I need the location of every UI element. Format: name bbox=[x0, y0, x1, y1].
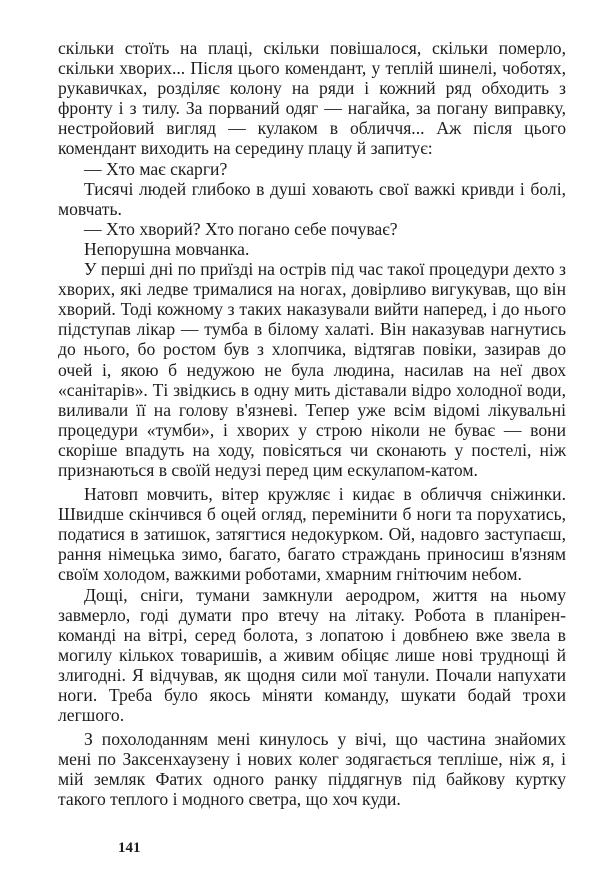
page-number: 141 bbox=[118, 840, 141, 856]
paragraph: Тисячі людей глибоко в душі ховають свої важкі кривди і болі, мовчать. bbox=[58, 178, 566, 219]
paragraph: Дощі, сніги, тумани замкнули аеродром, життя на ньому завмерло, годі думати про втечу на літаку. Робота в планірен-команді на вітрі, серед болота, з лопатою і довбнею вже звела в могилу кількох товаришів, а живим обіцяє лише нові труднощі й злигодні. Я відчував, як щодня сили мої танули. Почали напухати ноги. Треба було якось міняти команду, шукати бодай трохи легшого. bbox=[58, 584, 566, 726]
paragraph: — Хто має скарги? bbox=[84, 158, 228, 179]
paragraph: У перші дні по приїзді на острів під час такої процедури дехто з хворих, які ледве трималися на ногах, довірливо вигукував, що він хворий. Тоді кожному з таких наказували вийти наперед, і до нього підступав лікар — тумба в білому халаті. Він наказував нагнутись до нього, бо ростом був з хлопчика, відтягав повіки, зазирав до очей і, якою б недужою не була людина, насилав на неї двох «санітарів». Ті звідкись в одну мить діставали відро холодної води, виливали її на голову в'язневі. Тепер уже всім відомі лікувальні процедури «тумби», і хворих у строю ніколи не буває — вони скоріше впадуть на ходу, повісяться чи сконають у постелі, ніж признаються в своїй недузі перед цим ескулапом-катом. bbox=[58, 259, 566, 480]
page-text bbox=[58, 38, 566, 810]
paragraph: З похолоданням мені кинулось у вічі, що частина знайомих мені по Заксенхаузену і нових колег зодягається тепліше, ніж я, і мій земляк Фатих одного ранку піддягнув під байкову куртку такого теплого і модного светра, що хоч куди. bbox=[58, 729, 566, 810]
paragraph: Натовп мовчить, вітер кружляє і кидає в обличчя сніжинки. Швидше скінчився б оцей огляд, перемінити б ноги та порухатись, податися в затишок, затягтися недокурком. Ой, надовго заступаєш, рання німецька зимо, багато, багато страждань приносиш в'язням своїм холодом, важкими роботами, хмарним гнітючим небом. bbox=[58, 484, 566, 585]
paragraph: — Хто хворий? Хто погано себе почуває? bbox=[84, 218, 398, 239]
paragraph: скільки стоїть на плаці, скільки повішалося, скільки померло, скільки хворих... Після цього комендант, у теплій шинелі, чоботях, рукавичках, розділяє колону на ряди і кожний ряд обходить з фронту і з тилу. За порваний одяг — нагайка, за погану виправку, нестройовий вигляд — кулаком в обличчя... Аж після цього комендант виходить на середину плацу й запитує: bbox=[58, 38, 566, 159]
paragraph: Непорушна мовчанка. bbox=[84, 238, 250, 259]
